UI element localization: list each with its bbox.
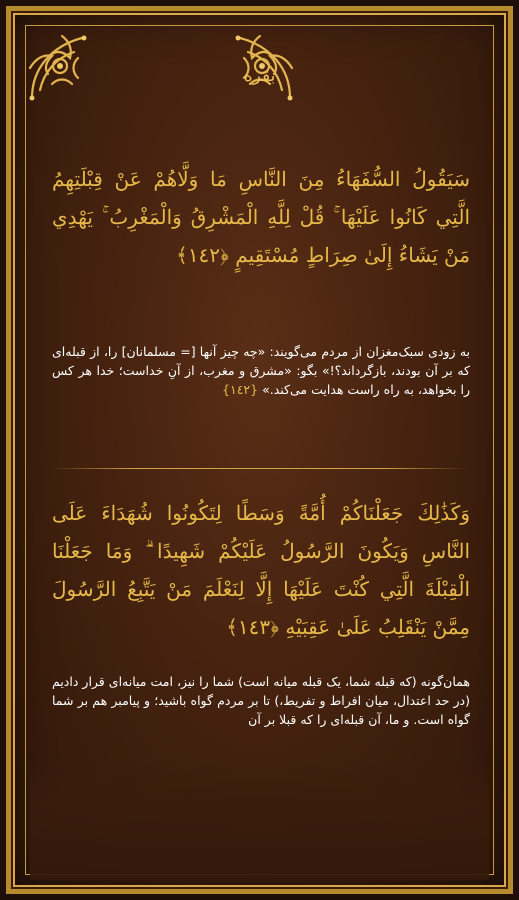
verse-number: ﴿١٤٣﴾ [226,615,280,639]
inner-border [25,25,494,875]
verse-arabic[interactable] [52,494,470,646]
sura-title: بقره [243,66,276,86]
verse-translation-text: همان‌گونه (که قبله شما، یک قبله میانه است) شما را نیز، امت میانه‌ای قرار دادیم (در حد اعتدال، میان افراط و تفریط،) تا بر مردم گواه باشید؛ و پیامبر هم بر شما گواه است. و ما، آن قبله‌ای را که قبلا بر آن [52,674,470,727]
translation-number: {١٤٢} [222,382,259,397]
verse-translation[interactable] [52,342,470,399]
verse-translation-text: به زودی سبک‌مغزان از مردم می‌گویند: «چه چیز آنها [= مسلمانان] را، از قبله‌ای که بر آن بودند، بازگرداند؟!» بگو: «مشرق و مغرب، از آنِ خداست؛ خدا هر کس را بخواهد، به راه راست هدایت می‌کند.» [52,344,470,397]
verse-number: ﴿١٤٢﴾ [176,243,229,267]
verse-arabic[interactable] [52,160,470,274]
scroll-fade [30,760,489,880]
verse-arabic-text: سَيَقُولُ السُّفَهَاءُ مِنَ النَّاسِ مَا وَلَّاهُمْ عَنْ قِبْلَتِهِمُ الَّتِي كَانُوا عَلَيْهَا ۚ قُلْ لِلَّهِ الْمَشْرِقُ وَالْمَغْرِبُ ۚ يَهْدِي مَنْ يَشَاءُ إِلَىٰ صِرَاطٍ مُسْتَقِيمٍ [52,167,470,267]
verse-divider [52,468,467,469]
verse-arabic-text: وَكَذَٰلِكَ جَعَلْنَاكُمْ أُمَّةً وَسَطًا لِتَكُونُوا شُهَدَاءَ عَلَى النَّاسِ وَيَكُونَ الرَّسُولُ عَلَيْكُمْ شَهِيدًا ۗ وَمَا جَعَلْنَا الْقِبْلَةَ الَّتِي كُنْتَ عَلَيْهَا إِلَّا لِنَعْلَمَ مَنْ يَتَّبِعُ الرَّسُولَ مِمَّنْ يَنْقَلِبُ عَلَىٰ عَقِبَيْهِ [52,501,470,639]
verse-translation[interactable] [52,672,470,729]
